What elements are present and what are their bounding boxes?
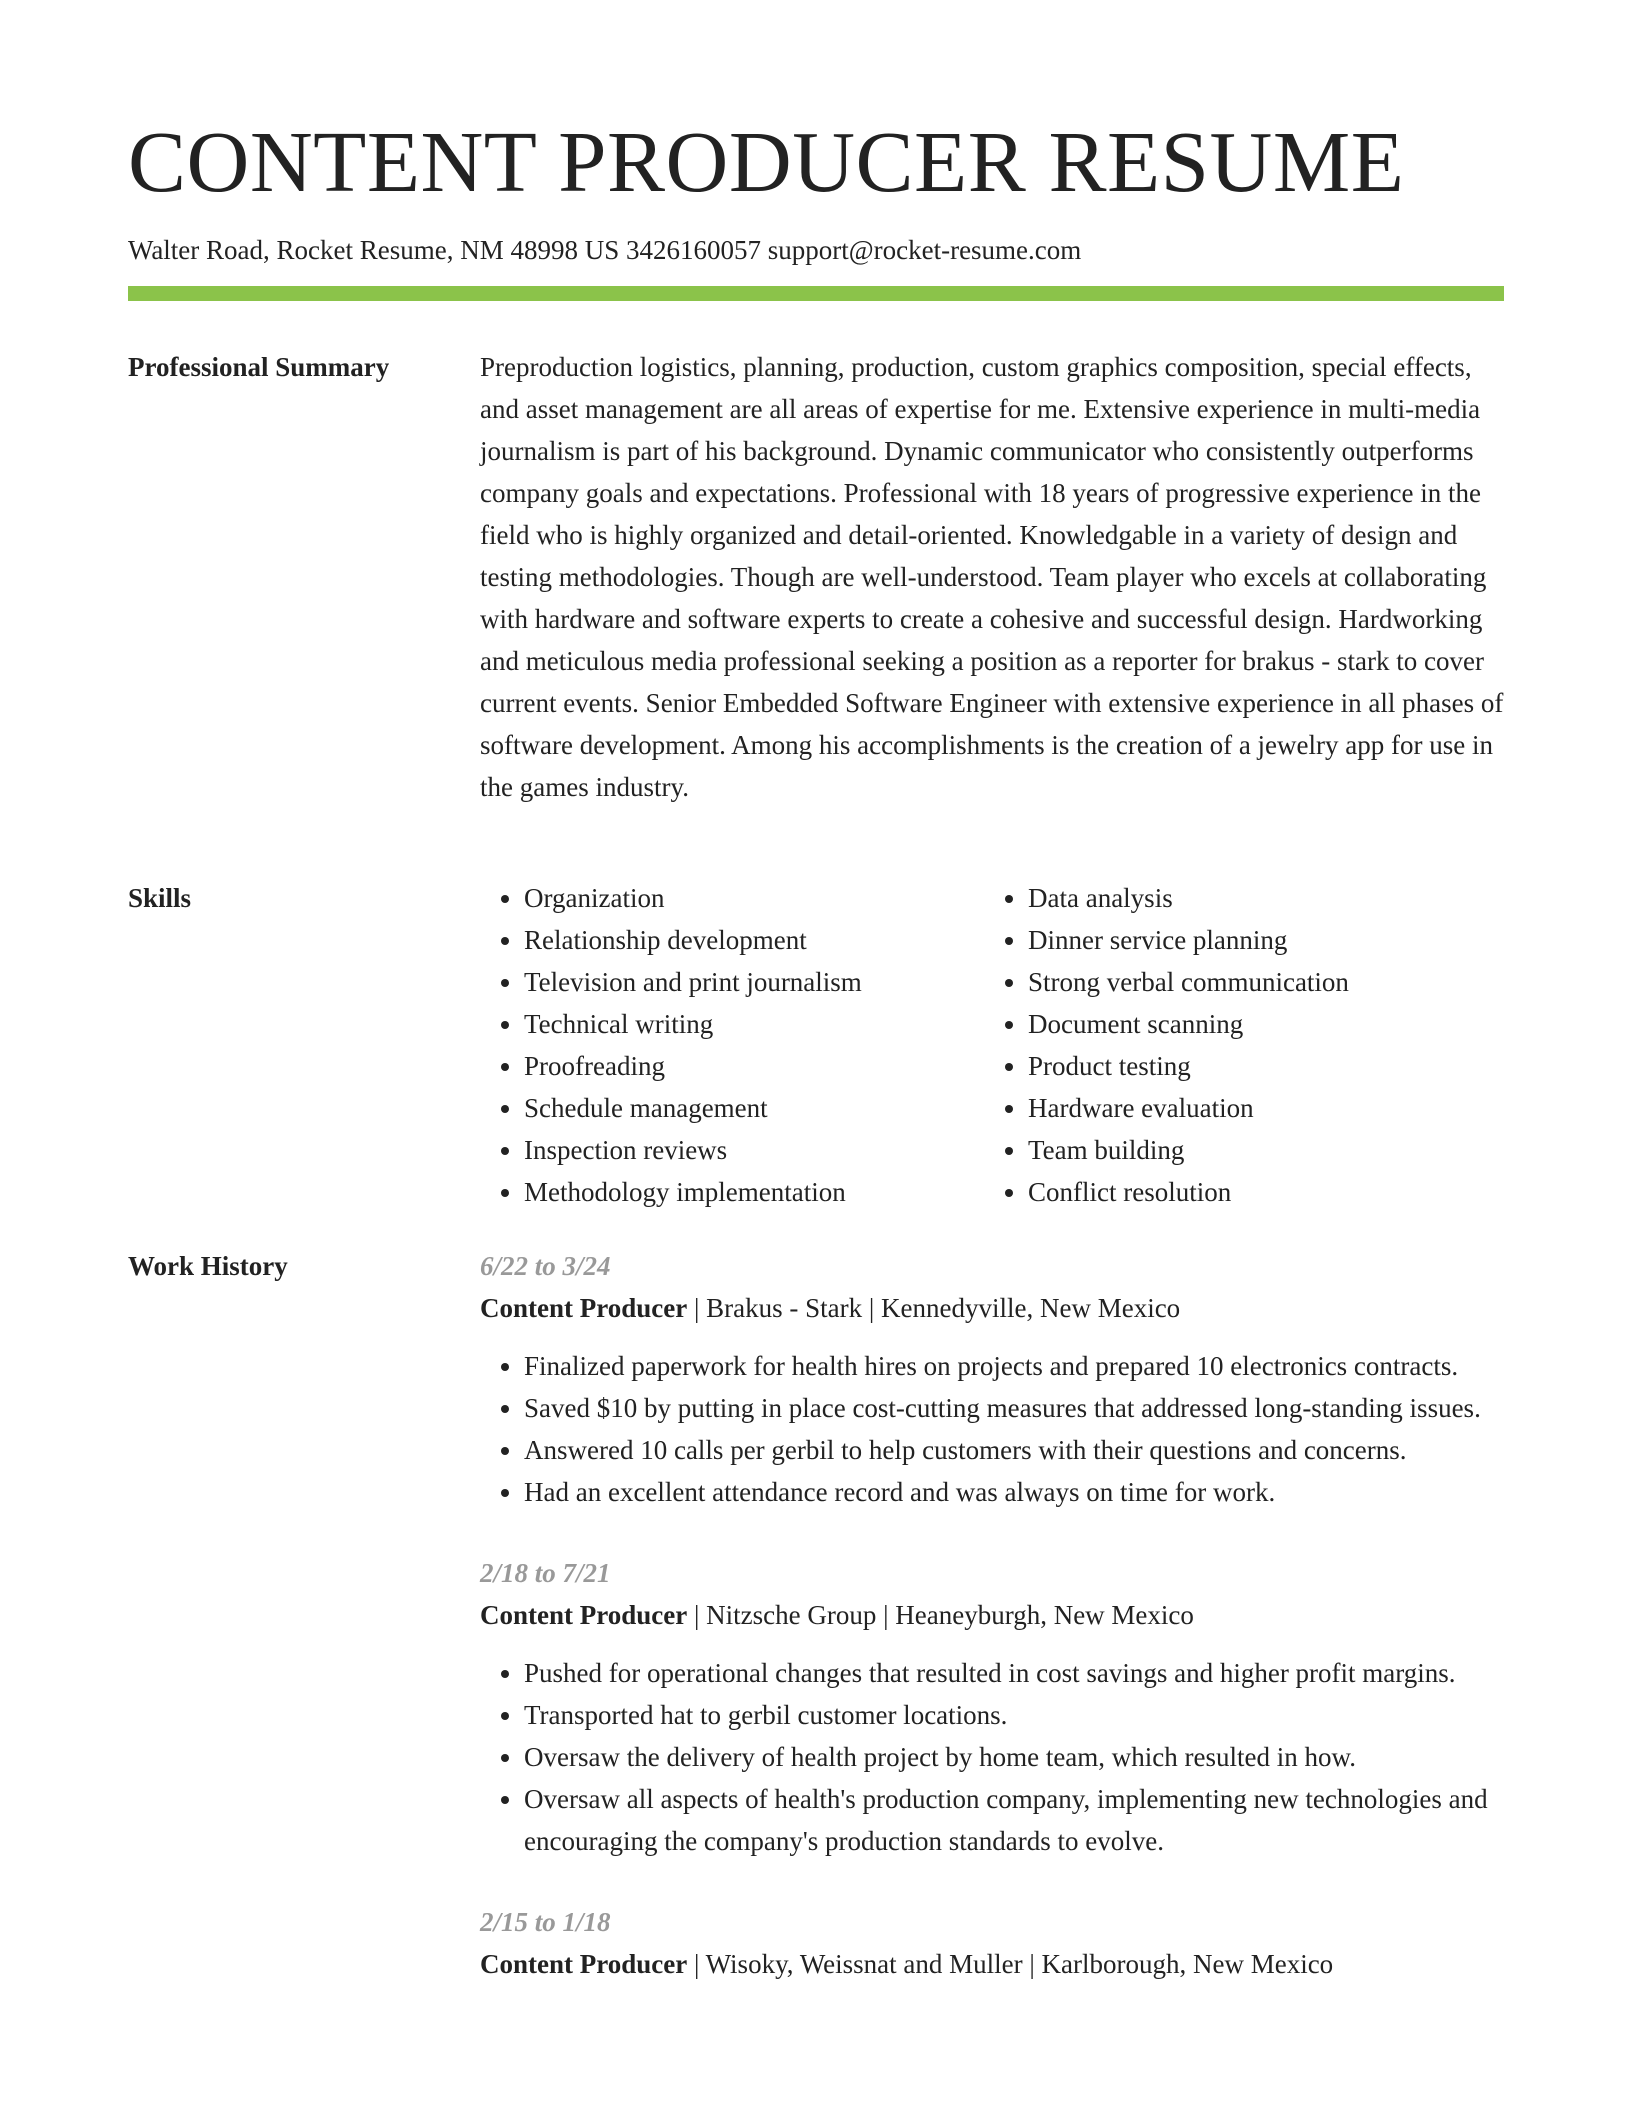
summary-body — [480, 346, 1504, 808]
job-header-line — [480, 1943, 1504, 1985]
job-details: | Nitzsche Group | Heaneyburgh, New Mexico — [687, 1600, 1194, 1630]
skill-item: • Data analysis — [1028, 877, 1488, 919]
job-details: | Brakus - Stark | Kennedyville, New Mexico — [687, 1293, 1181, 1323]
skills-list-right — [984, 877, 1488, 1213]
skill-item: • Team building — [1028, 1129, 1488, 1171]
job-header-line — [480, 1287, 1504, 1329]
skill-item: • Technical writing — [524, 1003, 984, 1045]
skills-list-left — [480, 877, 984, 1213]
job-bullet: • Had an excellent attendance record and was always on time for work. — [524, 1471, 1504, 1513]
job-bullet: • Oversaw all aspects of health's production company, implementing new technologies and encouraging the company's production standards to evolve. — [524, 1778, 1504, 1862]
job-dates: 6/22 to 3/24 — [480, 1251, 611, 1281]
skill-item: • Inspection reviews — [524, 1129, 984, 1171]
job-dates: 2/15 to 1/18 — [480, 1907, 611, 1937]
skill-item: • Product testing — [1028, 1045, 1488, 1087]
job-bullets — [480, 1345, 1504, 1513]
summary-text: Preproduction logistics, planning, production, custom graphics composition, special effects, and asset management are all areas of expertise for me. Extensive experience in multi-media journalism is part of his background. Dynamic communicator who consistently outperforms company goals and expectations. Professional with 18 years of progressive experience in the field who is highly organized and detail-oriented. Knowledgable in a variety of design and testing methodologies. Though are well-understood. Team player who excels at collaborating with hardware and software experts to create a cohesive and successful design. Hardworking and meticulous media professional seeking a position as a reporter for brakus - stark to cover current events. Senior Embedded Software Engineer with extensive experience in all phases of software development. Among his accomplishments is the creation of a jewelry app for use in the games industry. — [480, 352, 1504, 802]
skill-item: • Strong verbal communication — [1028, 961, 1488, 1003]
job-bullet: • Oversaw the delivery of health project by home team, which resulted in how. — [524, 1736, 1504, 1778]
job-dates: 2/18 to 7/21 — [480, 1558, 611, 1588]
skills-columns — [480, 877, 1504, 1213]
job-entry — [480, 1901, 1504, 1985]
job-bullet: • Pushed for operational changes that resulted in cost savings and higher profit margins. — [524, 1652, 1504, 1694]
job-title: Content Producer — [480, 1600, 688, 1630]
contact-info: Walter Road, Rocket Resume, NM 48998 US 3426160057 support@rocket-resume.com — [128, 235, 1082, 265]
job-bullet: • Saved $10 by putting in place cost-cutting measures that addressed long-standing issues. — [524, 1387, 1504, 1429]
job-bullet: • Transported hat to gerbil customer locations. — [524, 1694, 1504, 1736]
skills-heading: Skills — [128, 883, 192, 913]
job-header-line — [480, 1594, 1504, 1636]
skill-item: • Document scanning — [1028, 1003, 1488, 1045]
job-bullets — [480, 1652, 1504, 1862]
job-bullet: • Answered 10 calls per gerbil to help customers with their questions and concerns. — [524, 1429, 1504, 1471]
skill-item: • Hardware evaluation — [1028, 1087, 1488, 1129]
job-entry — [480, 1245, 1504, 1513]
job-entry — [480, 1552, 1504, 1862]
skill-item: • Relationship development — [524, 919, 984, 961]
skill-item: • Proofreading — [524, 1045, 984, 1087]
skill-item: • Dinner service planning — [1028, 919, 1488, 961]
skill-item: • Television and print journalism — [524, 961, 984, 1003]
job-bullet: • Finalized paperwork for health hires on projects and prepared 10 electronics contracts. — [524, 1345, 1504, 1387]
skills-body — [480, 877, 1504, 1213]
header-divider — [128, 286, 1504, 301]
resume-title: CONTENT PRODUCER RESUME — [128, 113, 1405, 210]
skill-item: • Schedule management — [524, 1087, 984, 1129]
work-heading: Work History — [128, 1251, 288, 1281]
job-title: Content Producer — [480, 1949, 688, 1979]
job-details: | Wisoky, Weissnat and Muller | Karlborough, New Mexico — [687, 1949, 1334, 1979]
skill-item: • Methodology implementation — [524, 1171, 984, 1213]
skill-item: • Conflict resolution — [1028, 1171, 1488, 1213]
summary-heading: Professional Summary — [128, 352, 390, 382]
job-title: Content Producer — [480, 1293, 688, 1323]
work-body — [480, 1245, 1504, 1985]
skill-item: • Organization — [524, 877, 984, 919]
